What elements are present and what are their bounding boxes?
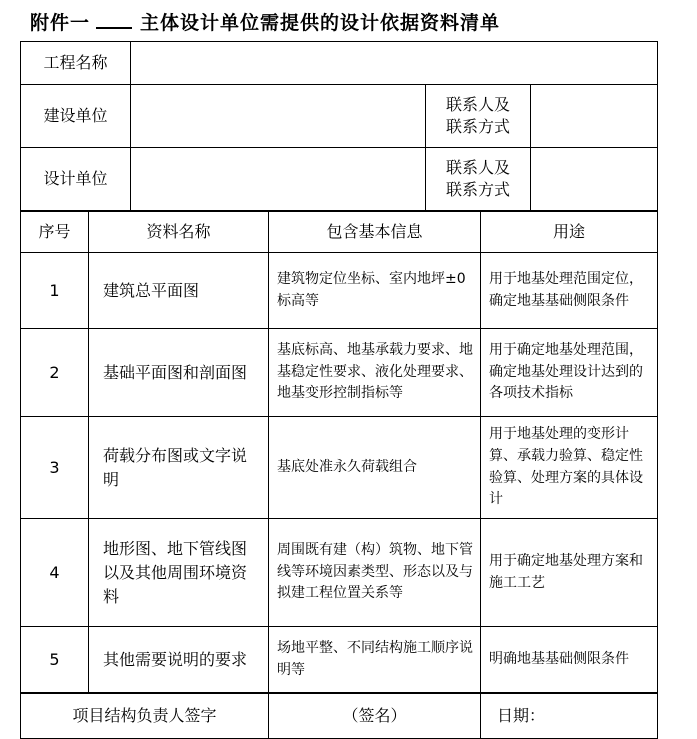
row-info: 基底标高、地基承载力要求、地基稳定性要求、液化处理要求、地基变形控制指标等 [269,329,481,417]
contact-label-line2: 联系方式 [445,180,510,199]
project-info-table [20,41,658,211]
table-row-signature [21,694,658,739]
date-field[interactable]: 日期： [481,694,658,739]
design-unit-value[interactable] [131,148,426,211]
table-row [21,253,658,329]
row-name: 荷载分布图或文字说明 [89,417,269,519]
table-row [21,329,658,417]
table-row [21,627,658,693]
signature-table [20,693,658,739]
signer-label: 项目结构负责人签字 [21,694,269,739]
row-info: 场地平整、不同结构施工顺序说明等 [269,627,481,693]
header-divider-rule [96,27,132,29]
contact-label-line1: 联系人及 [445,157,510,177]
project-name-value[interactable] [131,42,658,85]
row-use: 用于地基处理的变形计算、承载力验算、稳定性验算、处理方案的具体设计 [481,417,658,519]
row-name: 地形图、地下管线图以及其他周围环境资料 [89,519,269,627]
row-use: 明确地基基础侧限条件 [481,627,658,693]
signature-field[interactable]: （签名） [269,694,481,739]
table-row-construction-unit [21,85,658,148]
table-row-design-unit [21,148,658,211]
construction-unit-label: 建设单位 [21,85,131,148]
column-header-name: 资料名称 [89,212,269,253]
contact-label-line2: 联系方式 [445,117,510,136]
document-header [20,0,677,41]
design-contact-value[interactable] [531,148,658,211]
row-info: 周围既有建（构）筑物、地下管线等环境因素类型、形态以及与拟建工程位置关系等 [269,519,481,627]
row-use: 用于确定地基处理方案和施工工艺 [481,519,658,627]
row-use: 用于确定地基处理范围，确定地基处理设计达到的各项技术指标 [481,329,658,417]
table-row [21,417,658,519]
column-header-no: 序号 [21,212,89,253]
row-no: 3 [21,417,89,519]
construction-contact-value[interactable] [531,85,658,148]
row-name: 基础平面图和剖面图 [89,329,269,417]
contact-label-line1: 联系人及 [445,94,510,114]
table-row [21,519,658,627]
construction-unit-value[interactable] [131,85,426,148]
row-name: 其他需要说明的要求 [89,627,269,693]
design-unit-label: 设计单位 [21,148,131,211]
table-header-row [21,212,658,253]
table-row-project-name [21,42,658,85]
row-no: 1 [21,253,89,329]
document-title: 主体设计单位需提供的设计依据资料清单 [140,12,501,34]
row-info: 基底处准永久荷载组合 [269,417,481,519]
row-use: 用于地基处理范围定位，确定地基基础侧限条件 [481,253,658,329]
project-name-label: 工程名称 [21,42,131,85]
row-info: 建筑物定位坐标、室内地坪±0 标高等 [269,253,481,329]
row-name: 建筑总平面图 [89,253,269,329]
column-header-use: 用途 [481,212,658,253]
construction-contact-label [426,85,531,148]
design-contact-label [426,148,531,211]
row-no: 4 [21,519,89,627]
row-no: 5 [21,627,89,693]
attachment-label: 附件一 [30,12,91,34]
row-no: 2 [21,329,89,417]
column-header-info: 包含基本信息 [269,212,481,253]
materials-list-table [20,211,658,693]
